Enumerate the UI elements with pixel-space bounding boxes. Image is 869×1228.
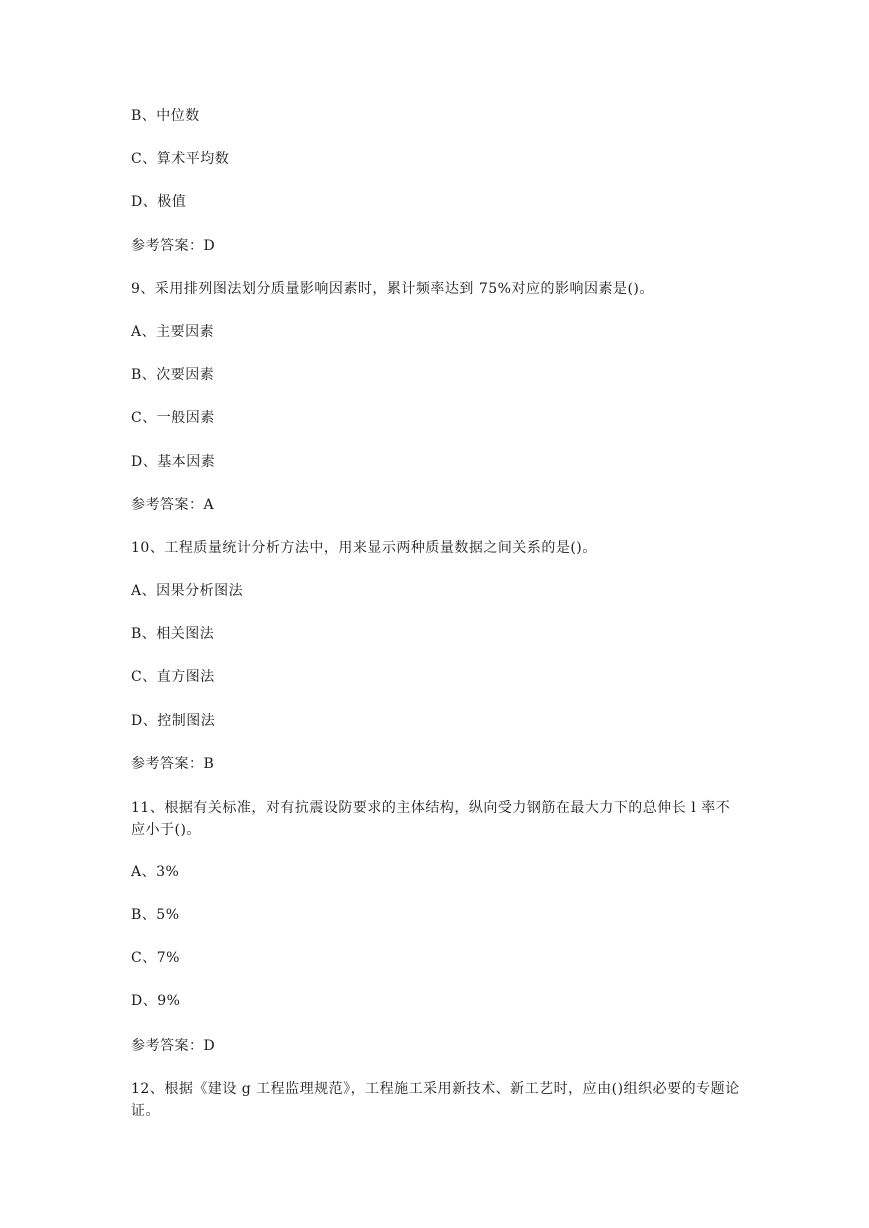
option-b-q9: B、次要因素 bbox=[131, 367, 215, 383]
answer-q10: 参考答案：B bbox=[131, 756, 215, 772]
option-c-q9: C、一般因素 bbox=[131, 410, 215, 426]
question-11: 11、根据有关标准，对有抗震设防要求的主体结构，纵向受力钢筋在最大力下的总伸长 l 率不应小于()。 bbox=[131, 800, 731, 838]
option-d-q10: D、控制图法 bbox=[131, 713, 216, 729]
option-b-q8: B、中位数 bbox=[131, 108, 200, 124]
option-d-q8: D、极值 bbox=[131, 194, 187, 210]
option-a-q10: A、因果分析图法 bbox=[131, 583, 244, 599]
question-10: 10、工程质量统计分析方法中，用来显示两种质量数据之间关系的是()。 bbox=[131, 540, 597, 556]
answer-q11: 参考答案：D bbox=[131, 1038, 216, 1054]
option-a-q9: A、主要因素 bbox=[131, 324, 215, 340]
option-d-q9: D、基本因素 bbox=[131, 454, 216, 470]
answer-q9: 参考答案：A bbox=[131, 497, 215, 513]
question-12: 12、根据《建设 g 工程监理规范》，工程施工采用新技术、新工艺时，应由()组织必要的专题论证。 bbox=[131, 1081, 740, 1119]
question-9: 9、采用排列图法划分质量影响因素时，累计频率达到 75%对应的影响因素是()。 bbox=[131, 281, 654, 297]
answer-q8: 参考答案：D bbox=[131, 238, 216, 254]
option-d-q11: D、9% bbox=[131, 993, 181, 1009]
option-c-q11: C、7% bbox=[131, 950, 180, 966]
option-c-q8: C、算术平均数 bbox=[131, 151, 230, 167]
option-b-q10: B、相关图法 bbox=[131, 626, 215, 642]
option-a-q11: A、3% bbox=[131, 864, 180, 880]
option-c-q10: C、直方图法 bbox=[131, 669, 215, 685]
option-b-q11: B、5% bbox=[131, 907, 180, 923]
